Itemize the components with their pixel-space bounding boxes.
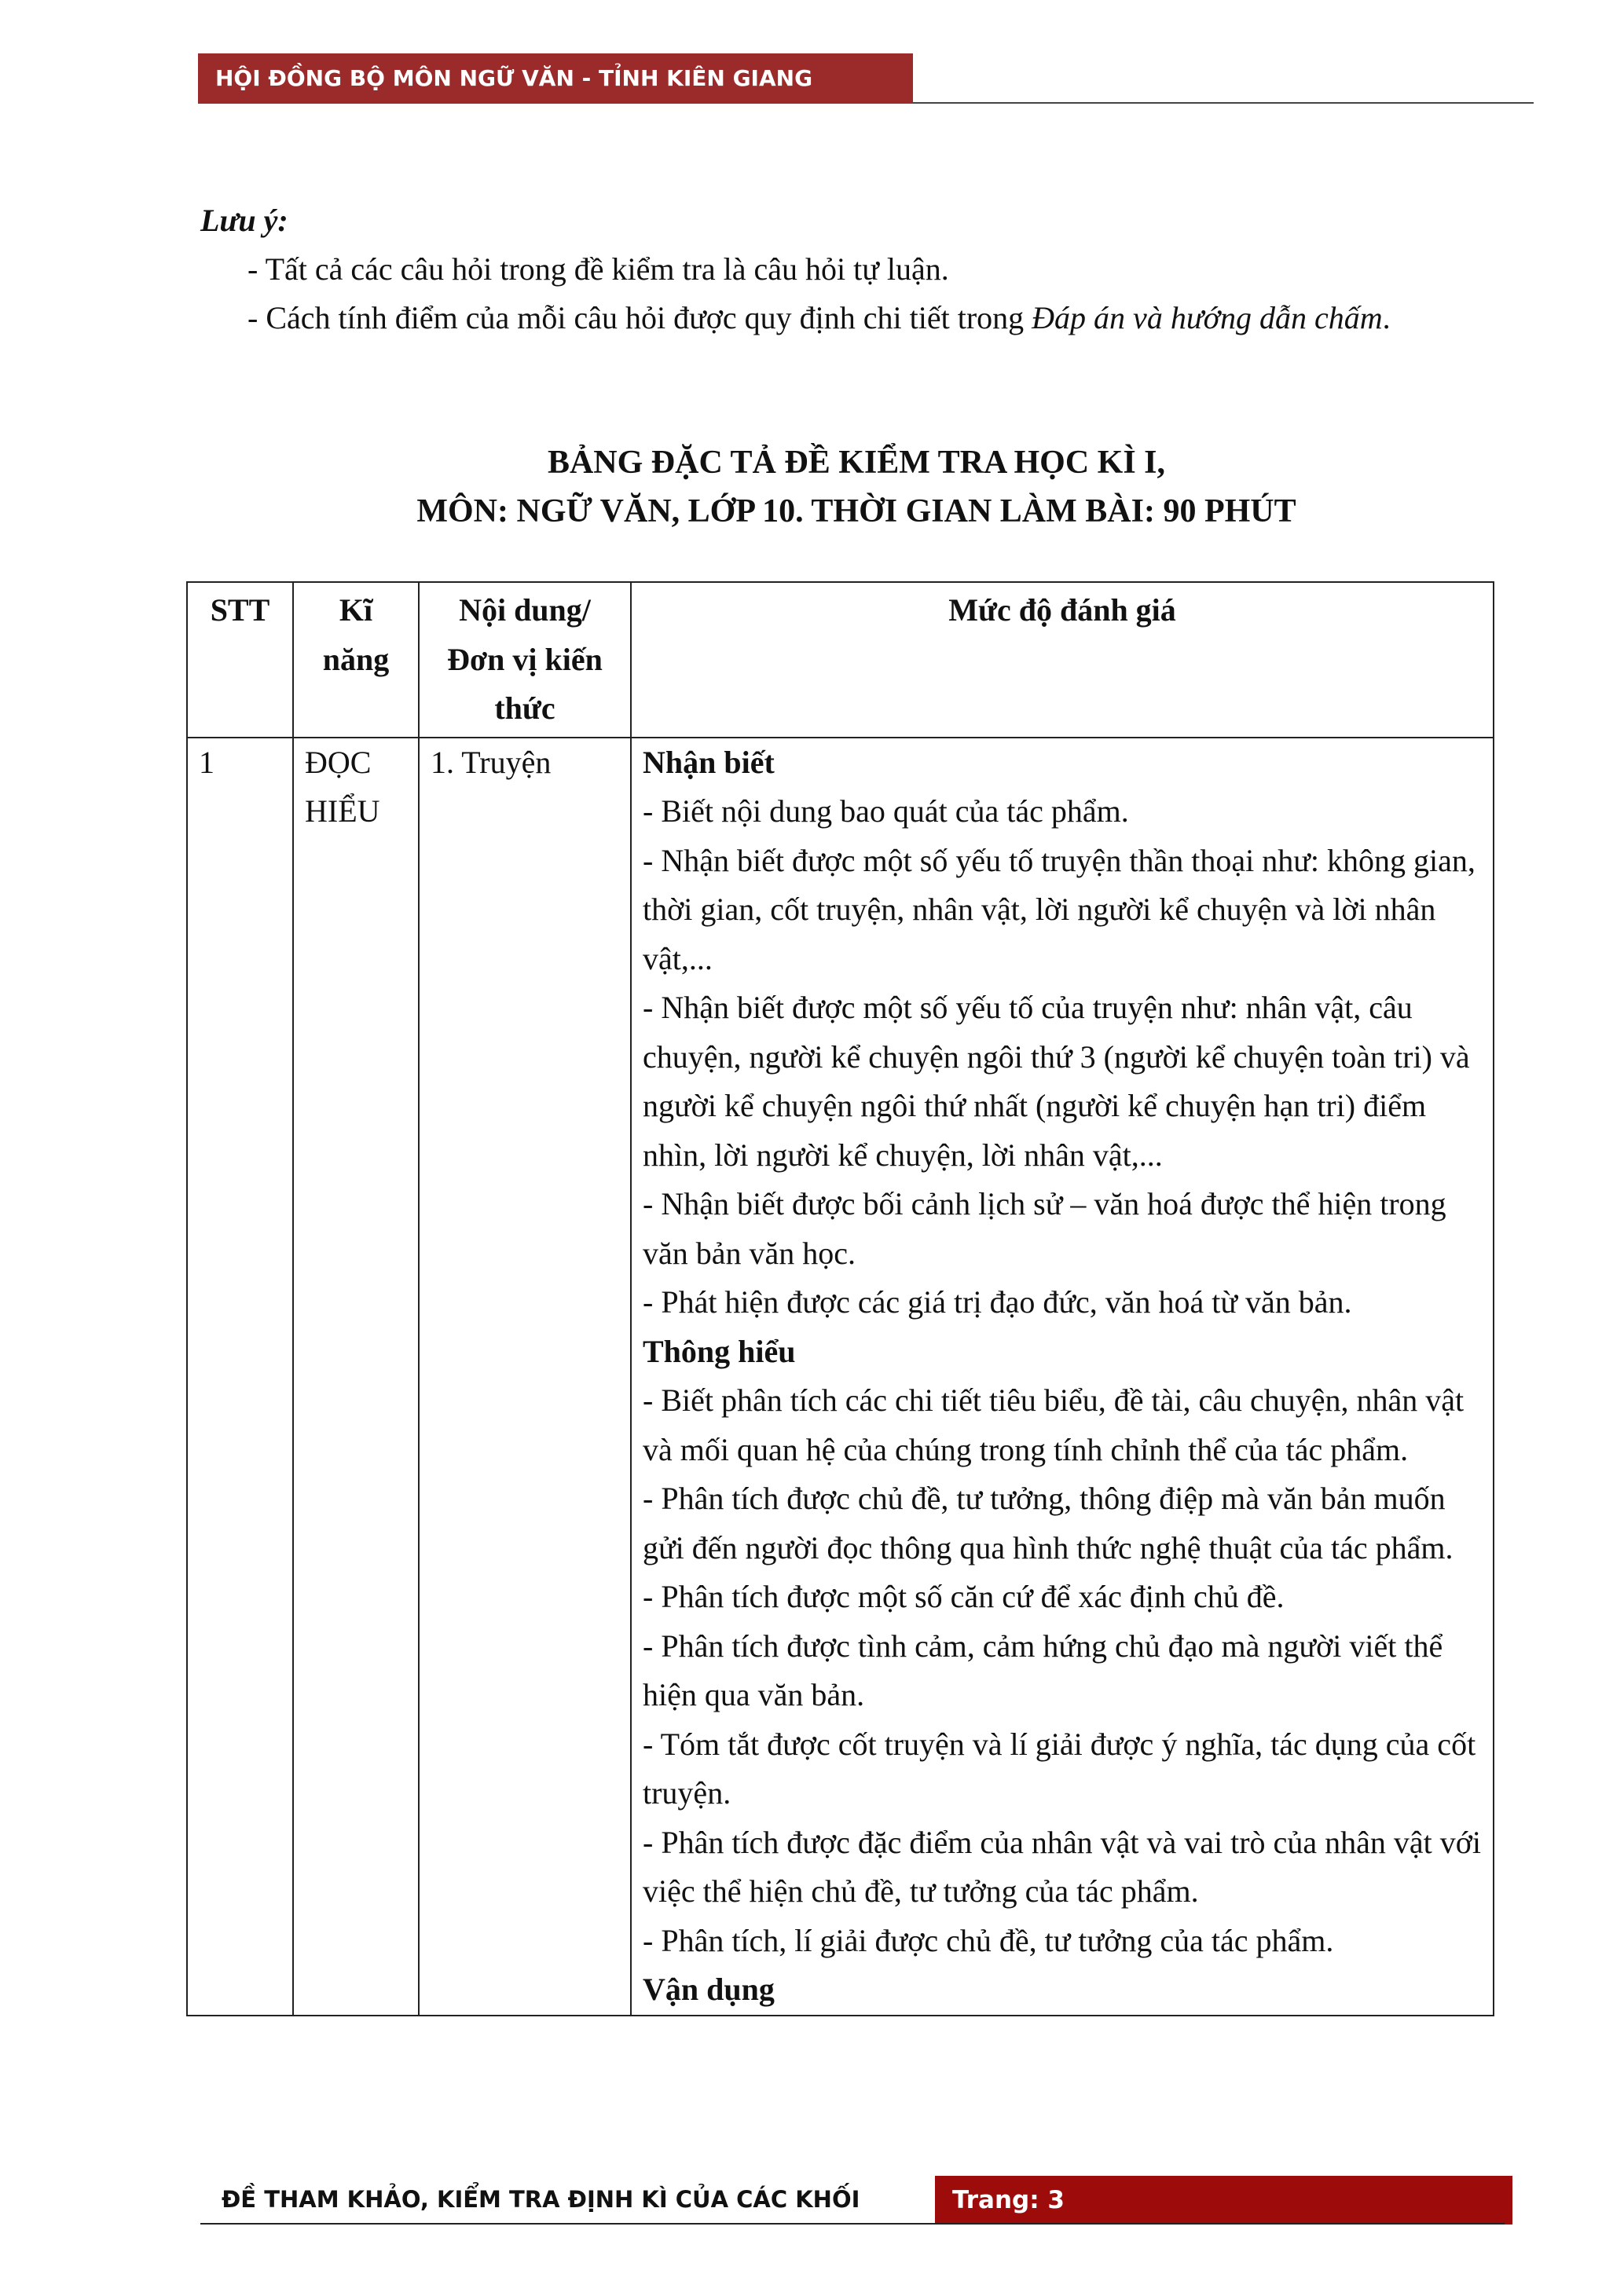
title-line-2: MÔN: NGỮ VĂN, LỚP 10. THỜI GIAN LÀM BÀI: 90 PHÚT [416,493,1296,529]
title-line-1: BẢNG ĐẶC TẢ ĐỀ KIỂM TRA HỌC KÌ I, [547,445,1166,481]
spec-table [186,581,1494,2016]
level-van-dung: Vận dụng [643,1972,775,2007]
header-skill: Kĩ năng [293,582,419,738]
level-nhan-biet: Nhận biết [643,744,775,780]
note-line-2-text: - Cách tính điểm của mỗi câu hỏi được quy định chi tiết trong [247,300,1032,335]
note-line-2 [200,294,1512,342]
spec-title [200,438,1512,536]
thong-hieu-item: - Tóm tắt được cốt truyện và lí giải được ý nghĩa, tác dụng của cốt truyện. [643,1726,1476,1811]
header-content: Nội dung/ Đơn vị kiến thức [419,582,631,738]
nhan-biet-item: - Nhận biết được một số yếu tố truyện thần thoại như: không gian, thời gian, cốt truyện, nhân vật, lời người kể chuyện và lời nhân vật,... [643,842,1476,976]
page-number: Trang: 3 [935,2176,1512,2225]
header-stt: STT [187,582,293,738]
header-title: HỘI ĐỒNG BỘ MÔN NGỮ VĂN - TỈNH KIÊN GIANG [198,53,913,104]
cell-content: 1. Truyện [419,738,631,2016]
note-section [200,196,1512,342]
cell-stt: 1 [187,738,293,2016]
nhan-biet-item: - Phát hiện được các giá trị đạo đức, văn hoá từ văn bản. [643,1284,1352,1320]
thong-hieu-item: - Phân tích, lí giải được chủ đề, tư tưởng của tác phẩm. [643,1922,1334,1958]
header-divider [913,102,1534,104]
thong-hieu-item: - Phân tích được chủ đề, tư tưởng, thông điệp mà văn bản muốn gửi đến người đọc thông qua hình thức nghệ thuật của tác phẩm. [643,1481,1454,1565]
thong-hieu-item: - Phân tích được một số căn cứ để xác định chủ đề. [643,1579,1285,1614]
table-row [187,738,1494,2016]
note-label: Lưu ý: [200,203,288,238]
footer-title: ĐỀ THAM KHẢO, KIỂM TRA ĐỊNH KÌ CỦA CÁC KHỐI [222,2186,860,2213]
cell-skill [293,738,419,2016]
thong-hieu-item: - Biết phân tích các chi tiết tiêu biểu, đề tài, câu chuyện, nhân vật và mối quan hệ của chúng trong tính chỉnh thể của tác phẩm. [643,1382,1465,1467]
level-thong-hieu: Thông hiểu [643,1333,796,1369]
cell-level [631,738,1494,2016]
note-line-2-italic: Đáp án và hướng dẫn chấm [1032,300,1383,335]
thong-hieu-item: - Phân tích được đặc điểm của nhân vật và vai trò của nhân vật với việc thể hiện chủ đề, tư tưởng của tác phẩm. [643,1824,1481,1909]
nhan-biet-item: - Nhận biết được bối cảnh lịch sử – văn hoá được thể hiện trong văn bản văn học. [643,1186,1446,1271]
thong-hieu-item: - Phân tích được tình cảm, cảm hứng chủ đạo mà người viết thể hiện qua văn bản. [643,1628,1443,1712]
header-level: Mức độ đánh giá [631,582,1494,738]
note-line-1: - Tất cả các câu hỏi trong đề kiểm tra là câu hỏi tự luận. [247,251,949,287]
skill-line-2: HIỂU [305,793,380,829]
table-header-row [187,582,1494,738]
skill-line-1: ĐỌC [305,744,372,780]
note-line-2-end: . [1382,300,1391,335]
footer-divider [200,2223,1505,2225]
nhan-biet-item: - Biết nội dung bao quát của tác phẩm. [643,793,1129,829]
nhan-biet-item: - Nhận biết được một số yếu tố của truyện như: nhân vật, câu chuyện, người kể chuyện ngôi thứ 3 (người kể chuyện toàn tri) và người kể chuyện ngôi thứ nhất (người kể chuyện hạn tri) điểm nhìn, lời người kể chuyện, lời nhân vật,... [643,990,1470,1173]
